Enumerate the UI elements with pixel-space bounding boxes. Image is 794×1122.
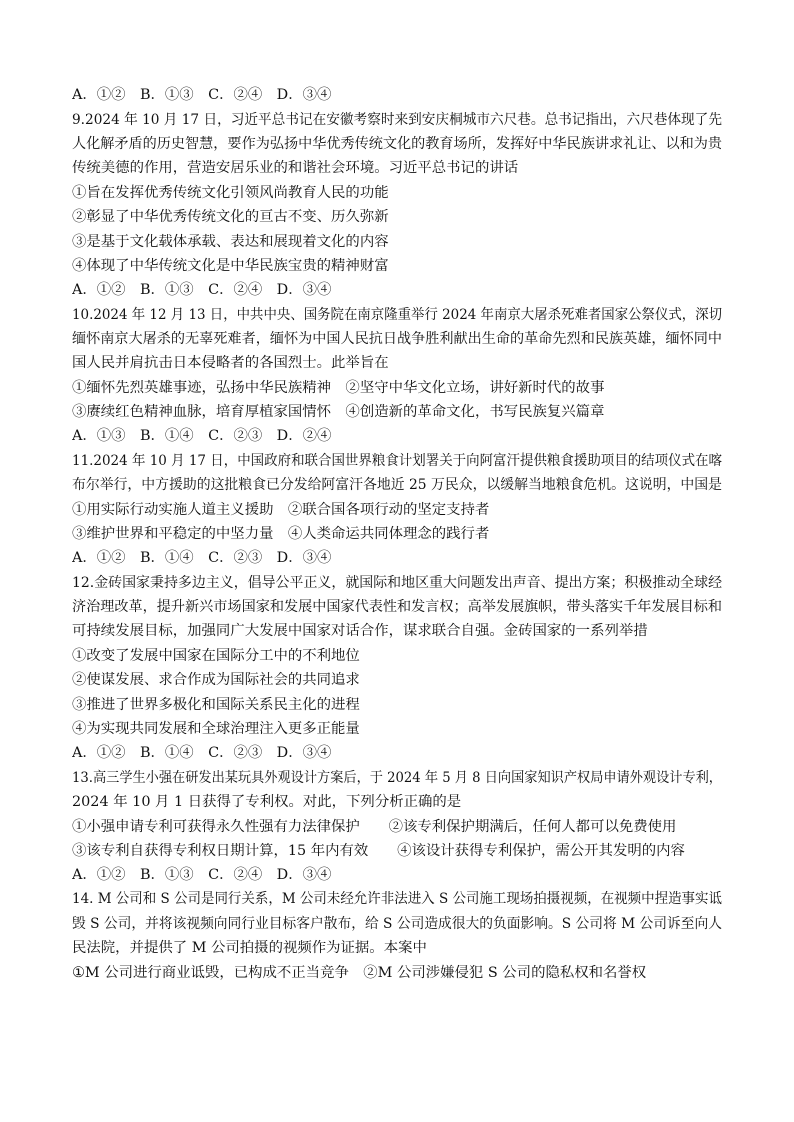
text-line-content: 12.金砖国家秉持多边主义，倡导公平正义，就国际和地区重大问题发出声音、提出方案；积极推动全球经 — [72, 575, 723, 591]
text-line — [72, 327, 734, 351]
text-line-content: ①M 公司进行商业诋毁，已构成不正当竞争 ②M 公司涉嫌侵犯 S 公司的隐私权和名誉权 — [72, 965, 647, 981]
text-line — [72, 863, 331, 887]
text-line-content: ④为实现共同发展和全球治理注入更多正能量 — [72, 721, 360, 737]
text-line — [72, 473, 747, 497]
text-line — [72, 449, 767, 473]
text-line — [72, 546, 331, 570]
text-line-content: ③是基于文化载体承载、表达和展现着文化的内容 — [72, 234, 389, 250]
text-line-content: 毁 S 公司，并将该视频向同行业目标客户散布，给 S 公司造成很大的负面影响。S 公司将 M 公司诉至向人 — [72, 916, 722, 932]
text-line — [72, 815, 676, 839]
text-line — [72, 619, 648, 643]
text-line — [72, 278, 331, 302]
text-line-content: A．①② B．①③ C．②④ D．③④ — [72, 867, 332, 883]
text-line — [72, 230, 389, 254]
text-line-content: ①旨在发挥优秀传统文化引领风尚教育人民的功能 — [72, 185, 389, 201]
text-line — [72, 205, 389, 229]
text-line-content: 9.2024 年 10 月 17 日，习近平总书记在安徽考察时来到安庆桐城市六尺巷。总书记指出，六尺巷体现了先 — [72, 112, 722, 128]
text-line — [72, 668, 360, 692]
text-line-content: A．①② B．①③ C．②④ D．③④ — [72, 87, 332, 103]
text-line-content: ③赓续红色精神血脉，培育厚植家国情怀 ④创造新的革命文化，书写民族复兴篇章 — [72, 404, 605, 420]
text-line-content: ③该专利自获得专利权日期计算，15 年内有效 ④该设计获得专利保护，需公开其发明的内容 — [72, 843, 685, 859]
text-line-content: ④体现了中华传统文化是中华民族宝贵的精神财富 — [72, 258, 389, 274]
text-line — [72, 254, 389, 278]
text-line — [72, 424, 331, 448]
text-line — [72, 108, 757, 132]
text-line — [72, 693, 360, 717]
text-line-content: 缅怀南京大屠杀的无辜死难者，缅怀为中国人民抗日战争胜利献出生命的革命先烈和民族英雄，缅怀同中 — [72, 331, 723, 347]
text-line-content: A．①③ B．①④ C．②③ D．②④ — [72, 428, 332, 444]
text-line — [72, 961, 646, 985]
text-line — [72, 303, 769, 327]
text-line — [72, 351, 389, 375]
text-line-content: 13.高三学生小强在研发出某玩具外观设计方案后，于 2024 年 5 月 8 日向国家知识产权局申请外观设计专利， — [72, 770, 723, 786]
text-line — [72, 936, 427, 960]
text-line — [72, 400, 604, 424]
text-line — [72, 522, 489, 546]
text-line — [72, 717, 360, 741]
text-line-content: ①小强申请专利可获得永久性强有力法律保护 ②该专利保护期满后，任何人都可以免费使用 — [72, 819, 677, 835]
text-line — [72, 766, 782, 790]
text-line-content: A．①② B．①④ C．②③ D．③④ — [72, 745, 332, 761]
text-line-content: 14. M 公司和 S 公司是同行关系，M 公司未经允许非法进入 S 公司施工现场拍摄视频，在视频中捏造事实诋 — [72, 891, 722, 907]
text-line — [72, 498, 489, 522]
text-line-content: 2024 年 10 月 1 日获得了专利权。对此，下列分析正确的是 — [72, 794, 462, 810]
text-line — [72, 644, 360, 668]
text-line-content: 传统美德的作用，营造安居乐业的和谐社会环境。习近平总书记的讲话 — [72, 160, 519, 176]
text-line-content: ①用实际行动实施人道主义援助 ②联合国各项行动的坚定支持者 — [72, 502, 490, 518]
text-line-content: 民法院，并提供了 M 公司拍摄的视频作为证据。本案中 — [72, 940, 427, 956]
text-line-content: 可持续发展目标，加强同广大发展中国家对话合作，谋求联合自强。金砖国家的一系列举措 — [72, 623, 648, 639]
text-line-content: ②使谋发展、求合作成为国际社会的共同追求 — [72, 672, 360, 688]
text-line-content: A．①② B．①③ C．②④ D．③④ — [72, 282, 332, 298]
text-line-content: 布尔举行，中方援助的这批粮食已分发给阿富汗各地近 25 万民众，以缓解当地粮食危机。这说明，中国是 — [72, 477, 723, 493]
text-line-content: 10.2024 年 12 月 13 日，中共中央、国务院在南京隆重举行 2024 年南京大屠杀死难者国家公祭仪式，深切 — [72, 307, 723, 323]
text-line-content: 人化解矛盾的历史智慧，要作为弘扬中华优秀传统文化的教育场所，发挥好中华民族讲求礼让、以和为贵 — [72, 136, 723, 152]
text-line — [72, 839, 685, 863]
text-line-content: ③维护世界和平稳定的中坚力量 ④人类命运共同体理念的践行者 — [72, 526, 490, 542]
text-line-content: ②彰显了中华优秀传统文化的亘古不变、历久弥新 — [72, 209, 389, 225]
text-line-content: ①改变了发展中国家在国际分工中的不利地位 — [72, 648, 360, 664]
text-line — [72, 181, 389, 205]
text-line-content: 11.2024 年 10 月 17 日，中国政府和联合国世界粮食计划署关于向阿富汗提供粮食援助项目的结项仪式在喀 — [72, 453, 722, 469]
text-line — [72, 741, 331, 765]
text-line — [72, 132, 734, 156]
text-line-content: A．①② B．①④ C．②③ D．③④ — [72, 550, 332, 566]
text-line — [72, 83, 331, 107]
text-line — [72, 912, 753, 936]
text-line — [72, 571, 742, 595]
text-line-content: 济治理改革，提升新兴市场国家和发展中国家代表性和发言权；高举发展旗帜，带头落实千年发展目标和 — [72, 599, 723, 615]
text-line — [72, 595, 734, 619]
text-line — [72, 156, 518, 180]
text-line-content: 国人民并肩抗击日本侵略者的各国烈士。此举旨在 — [72, 355, 389, 371]
text-line-content: ①缅怀先烈英雄事迹，弘扬中华民族精神 ②坚守中华文化立场，讲好新时代的故事 — [72, 380, 605, 396]
text-line — [72, 887, 766, 911]
text-line — [72, 376, 604, 400]
text-line — [72, 790, 461, 814]
text-line-content: ③推进了世界多极化和国际关系民主化的进程 — [72, 697, 360, 713]
